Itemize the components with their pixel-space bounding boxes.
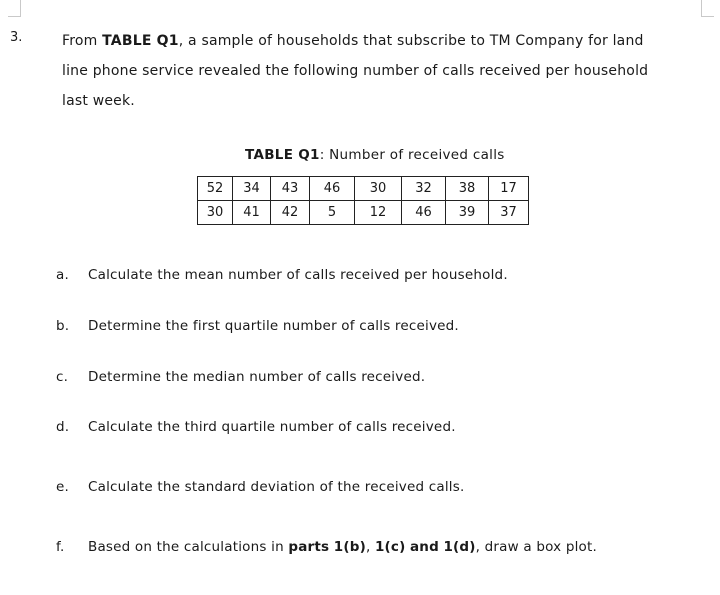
intro-line-3: last week.	[62, 93, 135, 109]
table-cell: 30	[198, 201, 233, 225]
part-label: c.	[56, 369, 69, 385]
table-row	[198, 177, 529, 201]
table-cell: 37	[489, 201, 529, 225]
part-a	[56, 267, 508, 283]
part-text: Determine the median number of calls received.	[88, 369, 426, 385]
and-reference: and	[409, 539, 439, 555]
part-b-reference: 1(b)	[333, 539, 366, 555]
table-cell: 34	[233, 177, 271, 201]
part-text: Calculate the third quartile number of calls received.	[88, 419, 456, 435]
part-d	[56, 419, 456, 435]
part-label: e.	[56, 479, 69, 495]
table-cell: 12	[355, 201, 402, 225]
intro-line-1: From TABLE Q1, a sample of households that subscribe to TM Company for land	[62, 33, 644, 49]
page-corner-mark-left	[8, 0, 21, 17]
part-label: a.	[56, 267, 69, 283]
table-row	[198, 201, 529, 225]
table-reference: TABLE Q1	[102, 33, 179, 49]
table-cell: 42	[271, 201, 310, 225]
part-text: Calculate the mean number of calls received per household.	[88, 267, 508, 283]
question-number: 3.	[10, 30, 23, 45]
part-e	[56, 479, 464, 495]
intro-line-2: line phone service revealed the following number of calls received per household	[62, 63, 649, 79]
table-cell: 52	[198, 177, 233, 201]
table-cell: 43	[271, 177, 310, 201]
table-title: TABLE Q1: Number of received calls	[245, 147, 505, 163]
table-cell: 30	[355, 177, 402, 201]
part-label: b.	[56, 318, 70, 334]
table-cell: 38	[446, 177, 489, 201]
part-f: f. Based on the calculations in parts 1(b), 1(c) and 1(d), draw a box plot.	[56, 539, 598, 555]
part-b	[56, 318, 459, 334]
page-corner-mark-right	[701, 0, 714, 17]
part-text: Determine the first quartile number of calls received.	[88, 318, 459, 334]
part-label: f.	[56, 539, 65, 555]
part-c-reference: 1(c)	[374, 539, 406, 555]
part-d-reference: 1(d)	[443, 539, 476, 555]
table-cell: 17	[489, 177, 529, 201]
table-cell: 32	[402, 177, 446, 201]
question-intro	[62, 26, 702, 116]
parts-reference: parts	[288, 539, 330, 555]
part-text: Calculate the standard deviation of the received calls.	[88, 479, 465, 495]
table-cell: 46	[402, 201, 446, 225]
part-label: d.	[56, 419, 70, 435]
part-c	[56, 369, 425, 385]
table-cell: 5	[310, 201, 355, 225]
calls-table	[197, 176, 529, 225]
table-cell: 39	[446, 201, 489, 225]
table-cell: 41	[233, 201, 271, 225]
table-cell: 46	[310, 177, 355, 201]
